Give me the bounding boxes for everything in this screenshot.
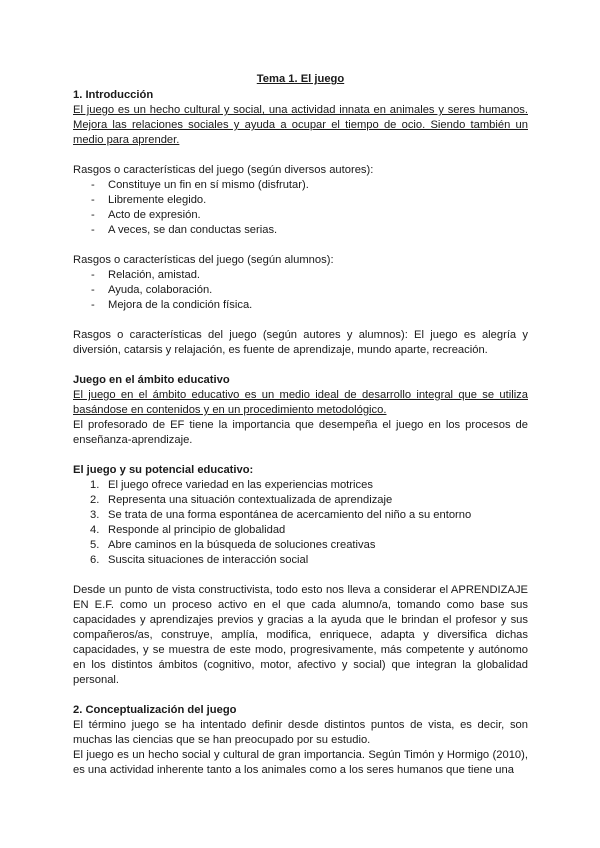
rasgos-autores-list (73, 178, 528, 238)
list-item (73, 493, 528, 508)
potencial-heading: El juego y su potencial educativo: (73, 464, 254, 476)
list-number: 4. (90, 524, 100, 536)
rasgos-alumnos-list (73, 268, 528, 313)
list-item (73, 538, 528, 553)
list-item (73, 523, 528, 538)
list-item: - A veces, se dan conductas serias. (73, 223, 528, 238)
rasgos-autores-lead: Rasgos o características del juego (según diversos autores): (73, 164, 374, 176)
conceptualizacion-paragraph-1: El término juego se ha intentado definir desde distintos puntos de vista, es decir, son muchas las ciencias que se han preocupado por su estudio. (73, 719, 528, 746)
intro-paragraph: El juego es un hecho cultural y social, una actividad innata en animales y seres humanos. Mejora las relaciones sociales y ayuda a ocupar el tiempo de ocio. Siendo también un medio para aprender. (73, 104, 528, 146)
conceptualizacion-heading: 2. Conceptualización del juego (73, 704, 237, 716)
ambito-paragraph: El profesorado de EF tiene la importancia que desempeña el juego en los procesos de enseñanza-aprendizaje. (73, 419, 528, 446)
intro-heading: 1. Introducción (73, 89, 154, 101)
conceptualizacion-paragraph-2: El juego es un hecho social y cultural de gran importancia. Según Timón y Hormigo (2010), es una actividad inherente tanto a los animales como a los seres humanos que tiene una (73, 749, 528, 776)
list-text: Suscita situaciones de interacción social (108, 554, 309, 566)
list-item (73, 553, 528, 568)
list-item: - Relación, amistad. (73, 268, 528, 283)
list-item: - Acto de expresión. (73, 208, 528, 223)
list-item (73, 478, 528, 493)
rasgos-alumnos-lead: Rasgos o características del juego (según alumnos): (73, 254, 334, 266)
list-text: Abre caminos en la búsqueda de soluciones creativas (108, 539, 376, 551)
list-text: Responde al principio de globalidad (108, 524, 286, 536)
list-text: El juego ofrece variedad en las experiencias motrices (108, 479, 373, 491)
list-item: - Libremente elegido. (73, 193, 528, 208)
list-number: 5. (90, 539, 100, 551)
list-number: 3. (90, 509, 100, 521)
rasgos-ambos-paragraph: Rasgos o características del juego (según autores y alumnos): El juego es alegría y diversión, catarsis y relajación, es fuente de aprendizaje, mundo aparte, recreación. (73, 329, 528, 356)
list-number: 1. (90, 479, 100, 491)
potencial-list (73, 478, 528, 568)
list-item: - Constituye un fin en sí mismo (disfrutar). (73, 178, 528, 193)
ambito-underlined: El juego en el ámbito educativo es un medio ideal de desarrollo integral que se utiliza basándose en contenidos y en un procedimiento metodológico. (73, 389, 528, 416)
list-text: Se trata de una forma espontánea de acercamiento del niño a su entorno (108, 509, 472, 521)
list-item: - Mejora de la condición física. (73, 298, 528, 313)
list-item: - Ayuda, colaboración. (73, 283, 528, 298)
list-number: 6. (90, 554, 100, 566)
list-number: 2. (90, 494, 100, 506)
constructivista-paragraph: Desde un punto de vista constructivista, todo esto nos lleva a considerar el APRENDIZAJE EN E.F. como un proceso activo en el que cada alumno/a, tomando como base sus capacidades y aprendizajes previos y gracias a la ayuda que le brindan el profesor y sus compañeros/as, construye, amplía, modifica, enriquece, adapta y diversifica dichas capacidades, y se muestra de este modo, progresivamente, más competente y autónomo en los distintos ámbitos (cognitivo, motor, afectivo y social) que integran la globalidad personal. (73, 584, 528, 686)
list-item (73, 508, 528, 523)
page-title: Tema 1. El juego (256, 73, 345, 85)
ambito-heading: Juego en el ámbito educativo (73, 374, 230, 386)
list-text: Representa una situación contextualizada de aprendizaje (108, 494, 393, 506)
